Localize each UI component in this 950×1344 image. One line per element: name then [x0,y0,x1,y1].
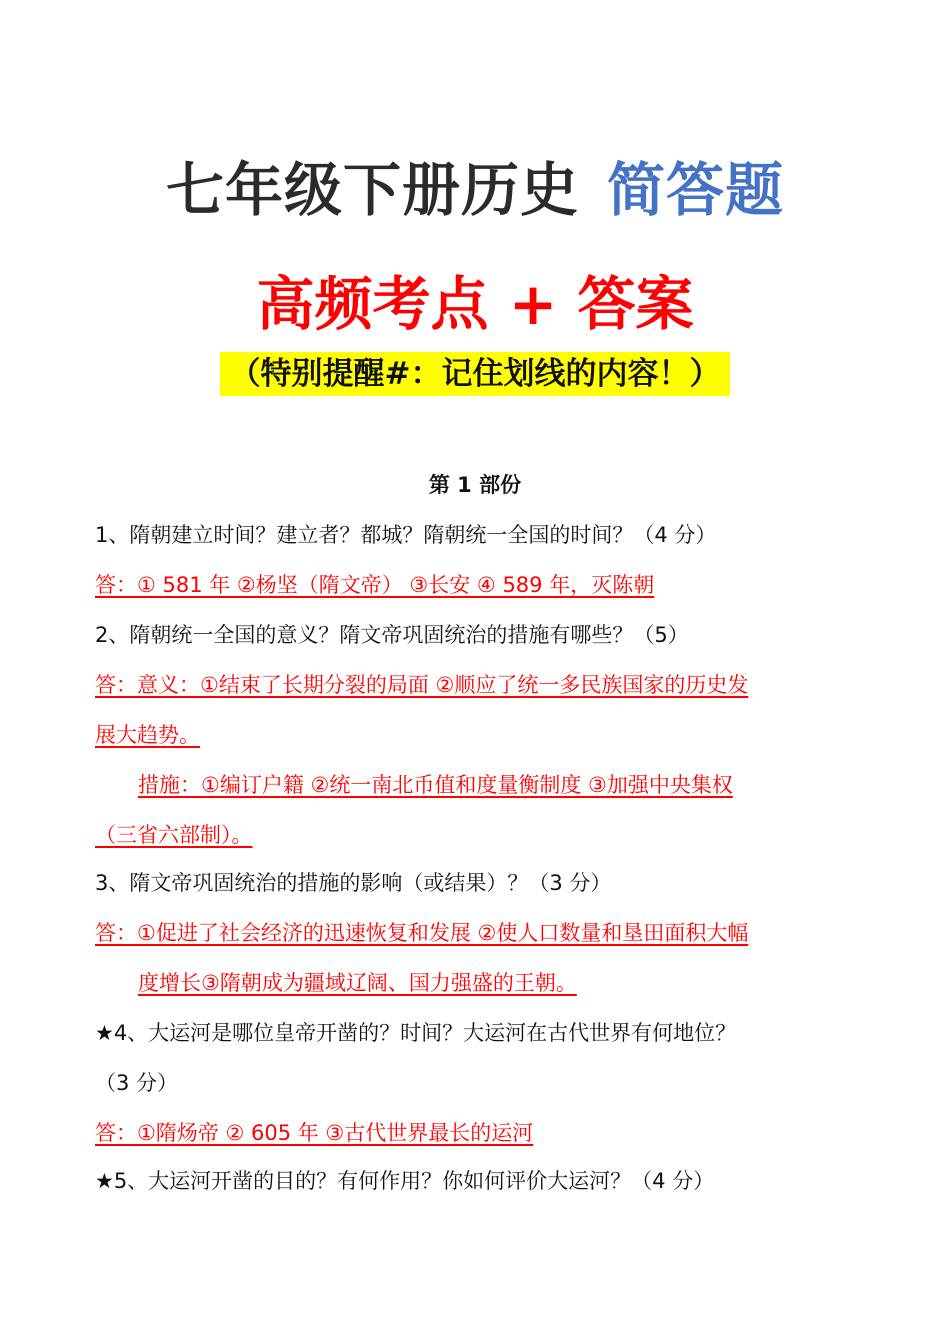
answer-2-line-1: 答：意义：①结束了长期分裂的局面 ②顺应了统一多民族国家的历史发 [95,673,749,697]
page-title [0,152,950,228]
answer-2-line-3: 措施：①编订户籍 ②统一南北币值和度量衡制度 ③加强中央集权 [138,773,733,797]
question-4-line-2: （3 分） [95,1071,179,1095]
answer-2-line-2: 展大趋势。 [95,723,200,747]
title-highlight: 简答题 [607,156,785,224]
answer-3-line-2: 度增长③隋朝成为疆域辽阔、国力强盛的王朝。 [138,971,577,995]
question-5: ★5、大运河开凿的目的？有何作用？你如何评价大运河？（4 分） [95,1169,715,1193]
reminder-text: （特别提醒#：记住划线的内容！） [220,352,731,396]
title-main: 七年级下册历史 [165,156,579,224]
question-1: 1、隋朝建立时间？建立者？都城？隋朝统一全国的时间？（4 分） [95,523,717,547]
page-subtitle: 高频考点 + 答案 [256,270,694,338]
question-2: 2、隋朝统一全国的意义？隋文帝巩固统治的措施有哪些？（5） [95,623,689,647]
question-4-line-1: ★4、大运河是哪位皇帝开凿的？时间？大运河在古代世界有何地位？ [95,1021,737,1045]
section-title: 第 1 部份 [428,473,522,497]
reminder-banner [0,352,950,396]
answer-2-line-4: （三省六部制）。 [95,823,253,847]
answer-4: 答：①隋炀帝 ② 605 年 ③古代世界最长的运河 [95,1121,534,1145]
answer-1: 答：① 581 年 ②杨坚（隋文帝） ③长安 ④ 589 年，灭陈朝 [95,573,655,597]
answer-3-line-1: 答：①促进了社会经济的迅速恢复和发展 ②使人口数量和垦田面积大幅 [95,921,749,945]
question-3: 3、隋文帝巩固统治的措施的影响（或结果）？（3 分） [95,871,612,895]
